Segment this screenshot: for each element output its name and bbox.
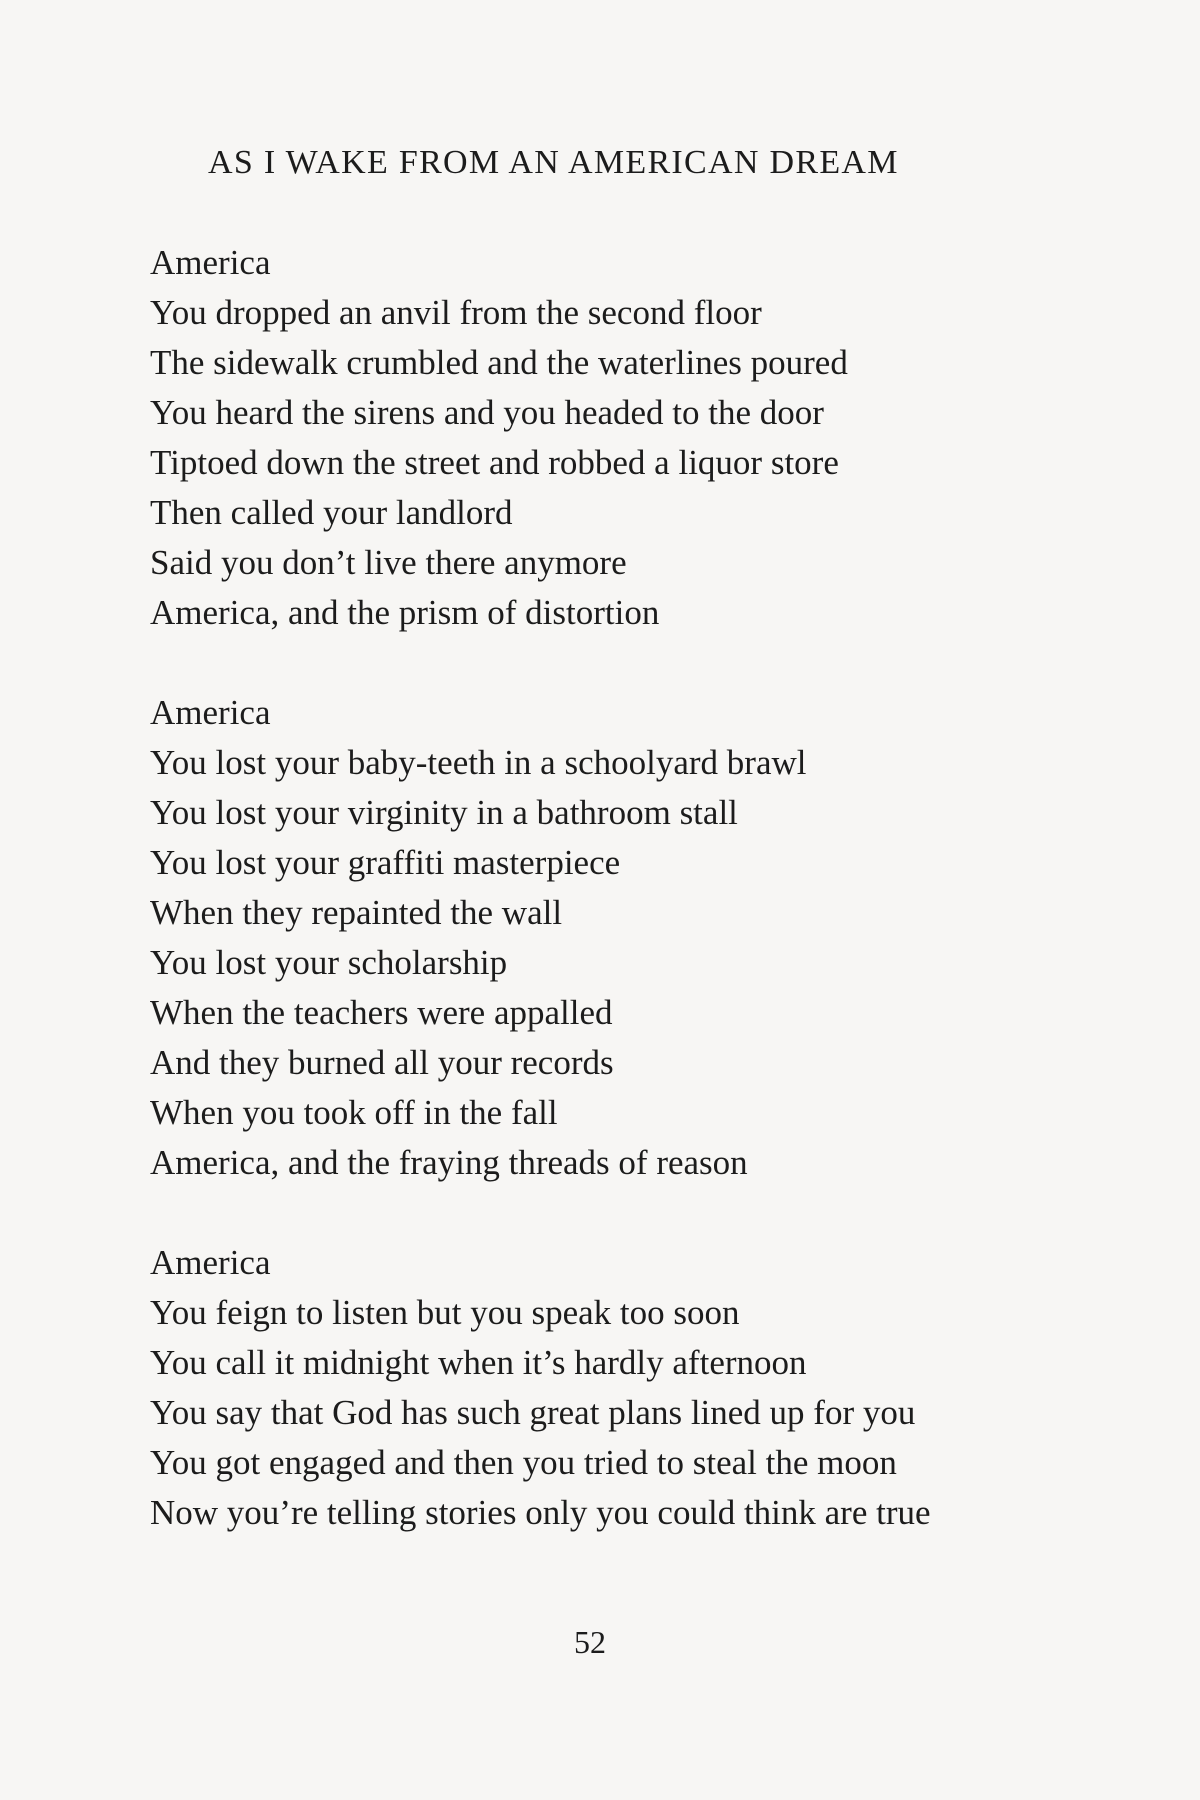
stanza-3 (150, 1238, 1150, 1538)
poem-line: And they burned all your records (150, 1043, 614, 1082)
poem-line: You feign to listen but you speak too soon (150, 1293, 740, 1332)
poem-line: When the teachers were appalled (150, 993, 613, 1032)
poem-line: When they repainted the wall (150, 893, 563, 932)
poem-line: You say that God has such great plans lined up for you (150, 1393, 916, 1432)
poem-line: Now you’re telling stories only you could think are true (150, 1493, 931, 1532)
poem-line: America (150, 1243, 271, 1282)
poem-line: You lost your baby-teeth in a schoolyard brawl (150, 743, 807, 782)
poem-line: America (150, 243, 271, 282)
poem-line: America, and the fraying threads of reason (150, 1143, 748, 1182)
poem-line: You heard the sirens and you headed to the door (150, 393, 824, 432)
poem-line: You dropped an anvil from the second floor (150, 293, 762, 332)
poem-line: America (150, 693, 271, 732)
stanza-1 (150, 238, 1150, 638)
poem-line: America, and the prism of distortion (150, 593, 660, 632)
poem-line: You got engaged and then you tried to steal the moon (150, 1443, 897, 1482)
poem-line: You lost your scholarship (150, 943, 508, 982)
poem-line: Then called your landlord (150, 493, 513, 532)
poem-line: Said you don’t live there anymore (150, 543, 627, 582)
poem-line: Tiptoed down the street and robbed a liquor store (150, 443, 839, 482)
poem-line: You call it midnight when it’s hardly afternoon (150, 1343, 807, 1382)
page-number: 52 (574, 1624, 606, 1660)
poem-title: AS I WAKE FROM AN AMERICAN DREAM (208, 144, 899, 181)
poem-line: When you took off in the fall (150, 1093, 558, 1132)
poem-line: The sidewalk crumbled and the waterlines poured (150, 343, 848, 382)
poem-body (150, 238, 1150, 1588)
poem-line: You lost your graffiti masterpiece (150, 843, 621, 882)
stanza-2 (150, 688, 1150, 1188)
poem-line: You lost your virginity in a bathroom stall (150, 793, 738, 832)
